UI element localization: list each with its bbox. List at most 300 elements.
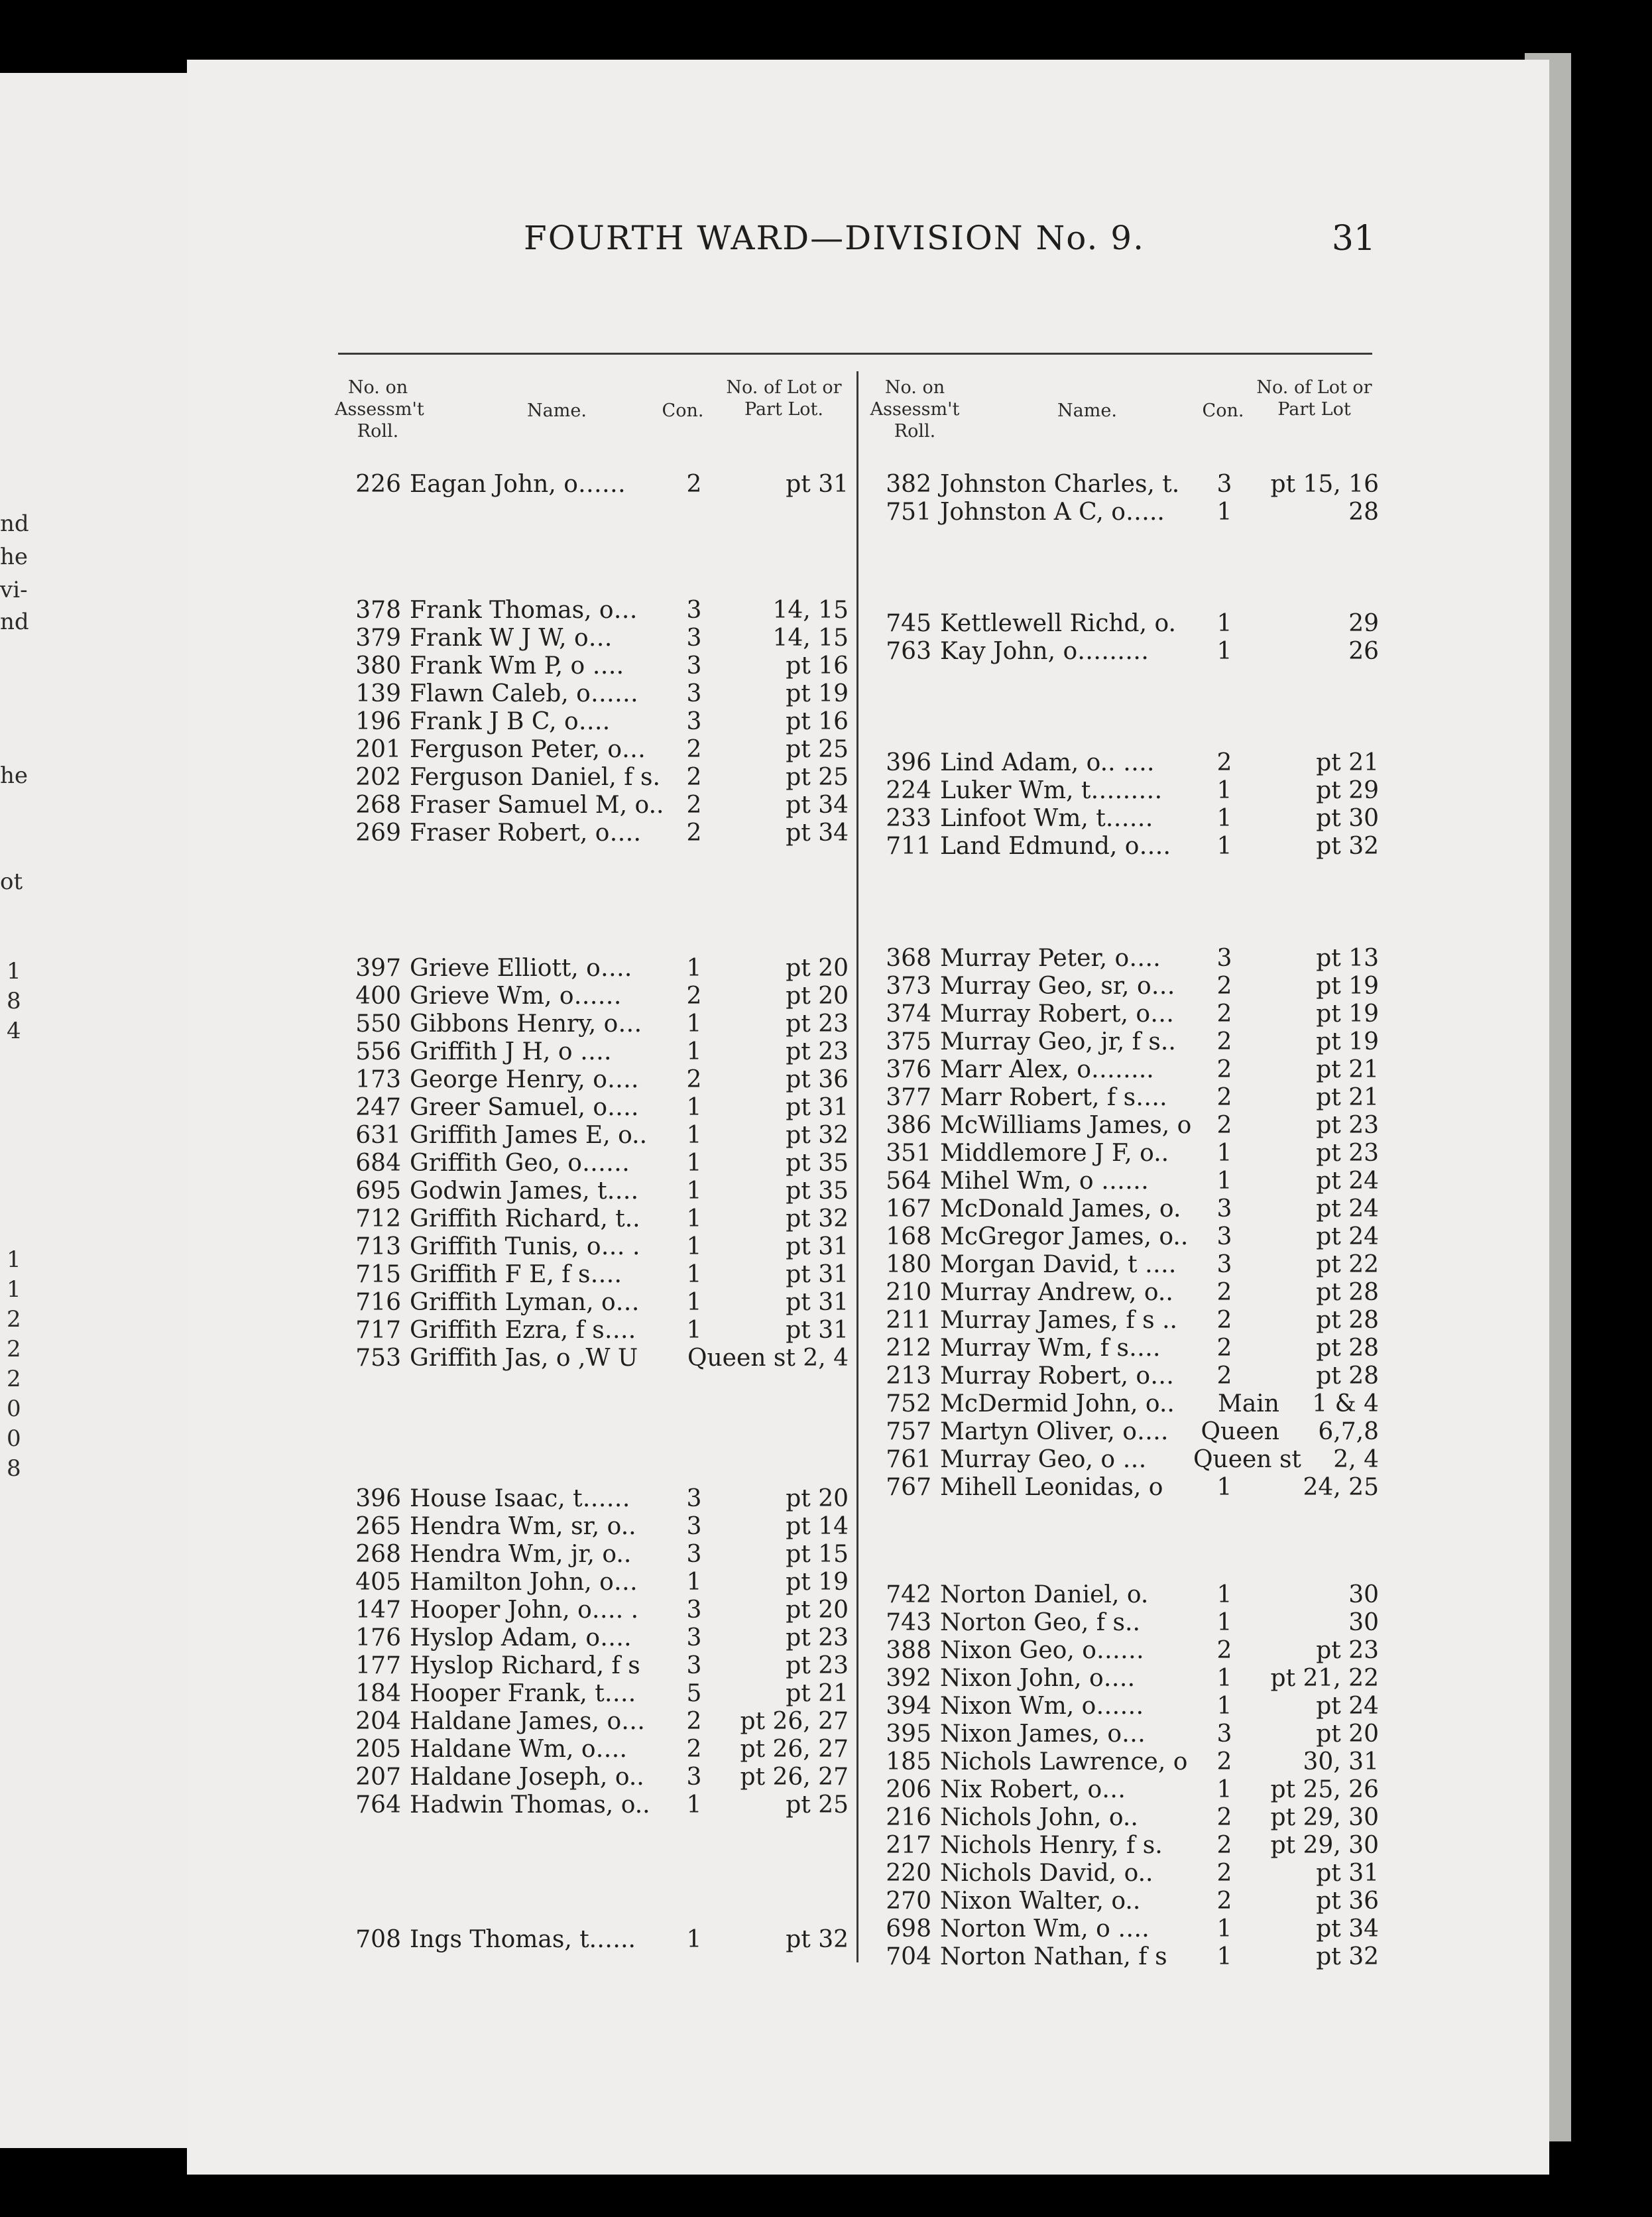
lot-number: pt 21 [1316, 1056, 1379, 1083]
facing-page-fragment: 1 [7, 1276, 21, 1303]
concession: 1 [686, 1261, 702, 1288]
table-row [331, 1791, 849, 1819]
lot-number: 14, 15 [772, 625, 849, 652]
lot-number: pt 31 [786, 1261, 849, 1288]
concession: 2 [1216, 1887, 1232, 1915]
facing-page-fragment: nd [0, 510, 29, 537]
header-roll: No. on Assessm't Roll. [335, 377, 424, 442]
roll-number: 184 [355, 1680, 401, 1707]
entry-name: Murray Peter, o…. [940, 945, 1161, 972]
entry-name: Frank Wm P, o …. [410, 652, 624, 680]
roll-number: 220 [886, 1860, 931, 1887]
concession: 3 [686, 1652, 702, 1679]
facing-page-fragment: 0 [7, 1396, 21, 1422]
entry-name: Morgan David, t …. [940, 1251, 1177, 1278]
lot-number: pt 34 [786, 819, 849, 847]
lot-number: pt 13 [1316, 945, 1379, 972]
concession: 1 [1216, 610, 1232, 637]
roll-number: 764 [355, 1791, 401, 1819]
entry-name: Griffith Geo, o…… [410, 1150, 630, 1177]
concession: 2 [1216, 1637, 1232, 1664]
header-con-right: Con. [1202, 400, 1244, 421]
facing-page-fragment: 2 [7, 1306, 21, 1333]
roll-number: 704 [886, 1943, 931, 1970]
concession: 2 [686, 736, 702, 763]
roll-number: 173 [355, 1066, 401, 1093]
table-row [862, 1665, 1379, 1693]
roll-number: 684 [355, 1150, 401, 1177]
concession: 1 [686, 1038, 702, 1065]
roll-number: 204 [355, 1708, 401, 1735]
table-row [862, 1140, 1379, 1168]
roll-number: 378 [355, 597, 401, 624]
entry-name: Kettlewell Richd, o. [940, 610, 1176, 637]
lot-number: 24, 25 [1303, 1474, 1379, 1501]
roll-number: 763 [886, 638, 931, 665]
lot-number: pt 19 [786, 680, 849, 707]
entry-name: McDermid John, o.. [940, 1390, 1175, 1417]
roll-number: 205 [355, 1736, 401, 1763]
entry-name: Nixon Wm, o…… [940, 1693, 1144, 1720]
table-row [862, 1279, 1379, 1307]
concession: 3 [1216, 1251, 1232, 1278]
roll-number: 196 [355, 708, 401, 735]
lot-number: pt 14 [786, 1513, 849, 1540]
entry-name: Frank W J W, o… [410, 625, 613, 652]
lot-number: pt 36 [1316, 1887, 1379, 1915]
lot-number: pt 15 [786, 1541, 849, 1568]
concession: 2 [1216, 1860, 1232, 1887]
lot-number: pt 31 [786, 1233, 849, 1260]
header-name: Name. [527, 400, 587, 421]
concession: 2 [1216, 1362, 1232, 1390]
roll-number: 201 [355, 736, 401, 763]
concession: 3 [686, 1596, 702, 1624]
page-title: FOURTH WARD—DIVISION No. 9. [524, 219, 1145, 257]
lot-number: pt 25, 26 [1270, 1776, 1379, 1803]
entry-name: Greer Samuel, o…. [410, 1094, 639, 1121]
entry-name: Nixon Walter, o.. [940, 1887, 1141, 1915]
roll-number: 715 [355, 1261, 401, 1288]
entry-name: McDonald James, o. [940, 1195, 1181, 1223]
concession: 2 [1216, 1279, 1232, 1306]
table-row [331, 792, 849, 819]
roll-number: 351 [886, 1140, 931, 1167]
table-row [331, 1513, 849, 1541]
lot-number: pt 23 [1316, 1637, 1379, 1664]
roll-number: 745 [886, 610, 931, 637]
roll-number: 206 [886, 1776, 931, 1803]
concession: 2 [1216, 1000, 1232, 1028]
table-row [862, 1915, 1379, 1943]
lot-number: pt 31 [786, 1094, 849, 1121]
table-row [862, 1581, 1379, 1609]
header-con: Con. [662, 400, 704, 421]
lot-number: pt 22 [1316, 1251, 1379, 1278]
entry-name: Murray Andrew, o.. [940, 1279, 1173, 1306]
table-row [331, 1624, 849, 1652]
entry-name: Murray Geo, o … [940, 1446, 1147, 1473]
table-row [331, 1541, 849, 1569]
concession: 1 [1216, 1140, 1232, 1167]
table-row [331, 1038, 849, 1066]
entry-name: Griffith Tunis, o… . [410, 1233, 640, 1260]
table-row [331, 1066, 849, 1094]
table-row [862, 471, 1379, 499]
table-row [862, 1720, 1379, 1748]
concession: 1 [686, 1791, 702, 1819]
page-number: 31 [1331, 219, 1376, 259]
concession: 2 [1216, 1307, 1232, 1334]
table-row [331, 1926, 849, 1954]
entry-name: House Isaac, t…… [410, 1485, 630, 1512]
table-row [331, 1177, 849, 1205]
table-row [331, 1122, 849, 1150]
lot-number: pt 23 [1316, 1112, 1379, 1139]
roll-number: 761 [886, 1446, 931, 1473]
entry-name: Hendra Wm, jr, o.. [410, 1541, 632, 1568]
concession: 3 [686, 1624, 702, 1651]
concession: 1 [1216, 777, 1232, 804]
lot-number: pt 24 [1316, 1693, 1379, 1720]
entry-name: Nichols Henry, f s. [940, 1832, 1163, 1859]
entry-name: Frank J B C, o…. [410, 708, 611, 735]
entry-name: Murray Geo, jr, f s.. [940, 1028, 1176, 1055]
lot-number: pt 21 [786, 1680, 849, 1707]
lot-number: pt 25 [786, 736, 849, 763]
table-row [862, 1804, 1379, 1832]
table-row [331, 1233, 849, 1261]
roll-number: 211 [886, 1307, 931, 1334]
table-row [862, 1609, 1379, 1637]
lot-number: pt 23 [1316, 1140, 1379, 1167]
lot-number: 29 [1348, 610, 1379, 637]
concession: 1 [686, 955, 702, 982]
table-row [331, 1708, 849, 1736]
concession: 1 [1216, 499, 1232, 526]
header-lot-right: No. of Lot or Part Lot [1256, 377, 1372, 420]
roll-number: 270 [886, 1887, 931, 1915]
entry-name: Johnston Charles, t. [940, 471, 1180, 498]
entry-name: Hendra Wm, sr, o.. [410, 1513, 636, 1540]
facing-page-fragment: 8 [7, 988, 21, 1014]
roll-number: 226 [355, 471, 401, 498]
table-row [862, 1251, 1379, 1279]
roll-number: 213 [886, 1362, 931, 1390]
table-row [862, 1887, 1379, 1915]
concession: 3 [686, 597, 702, 624]
concession: 2 [1216, 1335, 1232, 1362]
concession: 2 [686, 764, 702, 791]
table-row [862, 1637, 1379, 1665]
lot-number: pt 28 [1316, 1307, 1379, 1334]
roll-number: 556 [355, 1038, 401, 1065]
entry-name: Godwin James, t…. [410, 1177, 639, 1205]
concession: Queen [1201, 1418, 1279, 1445]
concession: 1 [1216, 1474, 1232, 1501]
entry-name: Griffith F E, f s…. [410, 1261, 622, 1288]
lot-number: pt 23 [786, 1624, 849, 1651]
entry-name: Frank Thomas, o… [410, 597, 638, 624]
table-row [331, 1289, 849, 1317]
concession: 1 [1216, 1665, 1232, 1692]
concession: 1 [1216, 1943, 1232, 1970]
lot-number: pt 23 [786, 1010, 849, 1038]
roll-number: 373 [886, 973, 931, 1000]
lot-number: pt 19 [786, 1569, 849, 1596]
entry-name: Grieve Wm, o…… [410, 983, 622, 1010]
concession: 3 [1216, 471, 1232, 498]
entry-name: Hyslop Adam, o…. [410, 1624, 632, 1651]
table-row [862, 1748, 1379, 1776]
roll-number: 375 [886, 1028, 931, 1055]
table-row [862, 1335, 1379, 1362]
table-row [862, 1390, 1379, 1418]
roll-number: 405 [355, 1569, 401, 1596]
entry-name: Land Edmund, o…. [940, 833, 1171, 860]
roll-number: 185 [886, 1748, 931, 1775]
concession: 1 [686, 1289, 702, 1316]
entry-name: Ferguson Peter, o… [410, 736, 646, 763]
roll-number: 216 [886, 1804, 931, 1831]
lot-number: pt 23 [786, 1038, 849, 1065]
concession: 2 [686, 819, 702, 847]
roll-number: 224 [886, 777, 931, 804]
roll-number: 757 [886, 1418, 931, 1445]
table-row [331, 625, 849, 652]
lot-number: pt 32 [1316, 833, 1379, 860]
lot-number: pt 28 [1316, 1335, 1379, 1362]
roll-number: 698 [886, 1915, 931, 1943]
roll-number: 767 [886, 1474, 931, 1501]
roll-number: 400 [355, 983, 401, 1010]
lot-number: pt 32 [786, 1122, 849, 1149]
table-row [862, 1195, 1379, 1223]
concession: 3 [686, 652, 702, 680]
lot-number: pt 19 [1316, 1028, 1379, 1055]
roll-number: 377 [886, 1084, 931, 1111]
concession: Main [1217, 1390, 1279, 1417]
concession: Queen st [1193, 1446, 1301, 1473]
concession: 2 [1216, 1804, 1232, 1831]
facing-page [0, 73, 187, 2148]
lot-number: pt 28 [1316, 1279, 1379, 1306]
lot-number: pt 29, 30 [1270, 1804, 1379, 1831]
entry-name: Griffith Jas, o ,W U [410, 1345, 638, 1372]
concession: 2 [1216, 1056, 1232, 1083]
lot-number: pt 31 [1316, 1860, 1379, 1887]
concession: 5 [686, 1680, 702, 1707]
lot-number: pt 25 [786, 1791, 849, 1819]
roll-number: 202 [355, 764, 401, 791]
roll-number: 711 [886, 833, 931, 860]
entry-name: Hooper Frank, t…. [410, 1680, 636, 1707]
entry-name: Haldane Wm, o…. [410, 1736, 627, 1763]
lot-number: pt 31 [786, 471, 849, 498]
header-lot: No. of Lot or Part Lot. [726, 377, 842, 420]
table-row [862, 1474, 1379, 1502]
entry-name: Marr Robert, f s…. [940, 1084, 1167, 1111]
concession: 2 [686, 1708, 702, 1735]
lot-number: pt 26, 27 [740, 1736, 849, 1763]
facing-page-fragment: he [0, 762, 29, 789]
table-row [331, 736, 849, 764]
lot-number: pt 24 [1316, 1195, 1379, 1223]
table-row [331, 1764, 849, 1791]
table-row [862, 1362, 1379, 1390]
table-row [331, 1680, 849, 1708]
concession: 2 [1216, 1084, 1232, 1111]
entry-name: Fraser Robert, o…. [410, 819, 641, 847]
concession: 1 [1216, 1609, 1232, 1636]
lot-number: pt 34 [1316, 1915, 1379, 1943]
table-row [331, 1010, 849, 1038]
entry-name: Hadwin Thomas, o.. [410, 1791, 650, 1819]
roll-number: 168 [886, 1223, 931, 1250]
lot-number: pt 19 [1316, 1000, 1379, 1028]
table-row [331, 1596, 849, 1624]
entry-name: Fraser Samuel M, o.. [410, 792, 664, 819]
entry-name: Ings Thomas, t.….. [410, 1926, 636, 1953]
concession: 3 [1216, 1223, 1232, 1250]
facing-page-fragment: ot [0, 869, 23, 895]
roll-number: 167 [886, 1195, 931, 1223]
entry-name: McWilliams James, o [940, 1112, 1192, 1139]
roll-number: 742 [886, 1581, 931, 1608]
concession: 2 [1216, 1028, 1232, 1055]
roll-number: 751 [886, 499, 931, 526]
entry-name: George Henry, o…. [410, 1066, 639, 1093]
column-divider [856, 371, 858, 1962]
table-row [331, 471, 849, 499]
facing-page-fragment: nd [0, 609, 29, 635]
table-row [862, 1056, 1379, 1084]
roll-number: 268 [355, 1541, 401, 1568]
roll-number: 388 [886, 1637, 931, 1664]
lot-number: 28 [1348, 499, 1379, 526]
table-row [331, 983, 849, 1010]
roll-number: 396 [886, 749, 931, 776]
roll-number: 180 [886, 1251, 931, 1278]
header-rule [338, 353, 1372, 355]
lot-number: pt 16 [786, 652, 849, 680]
roll-number: 207 [355, 1764, 401, 1791]
lot-number: pt 20 [786, 1596, 849, 1624]
lot-number: Queen st 2, 4 [687, 1345, 849, 1372]
lot-number: pt 24 [1316, 1168, 1379, 1195]
concession: 1 [1216, 1168, 1232, 1195]
concession: 2 [1216, 1832, 1232, 1859]
entry-name: Griffith Richard, t.. [410, 1205, 640, 1232]
entry-name: Flawn Caleb, o…… [410, 680, 638, 707]
lot-number: 2, 4 [1333, 1446, 1379, 1473]
roll-number: 631 [355, 1122, 401, 1149]
lot-number: pt 32 [1316, 1943, 1379, 1970]
concession: 2 [1216, 973, 1232, 1000]
lot-number: pt 25 [786, 764, 849, 791]
entry-name: Murray James, f s .. [940, 1307, 1177, 1334]
concession: 3 [1216, 945, 1232, 972]
table-row [331, 1569, 849, 1596]
roll-number: 212 [886, 1335, 931, 1362]
roll-number: 177 [355, 1652, 401, 1679]
roll-number: 752 [886, 1390, 931, 1417]
roll-number: 753 [355, 1345, 401, 1372]
lot-number: pt 35 [786, 1177, 849, 1205]
entry-name: Mihel Wm, o …… [940, 1168, 1149, 1195]
lot-number: pt 19 [1316, 973, 1379, 1000]
lot-number: pt 30 [1316, 805, 1379, 832]
concession: 1 [686, 1010, 702, 1038]
entry-name: Nichols Lawrence, o [940, 1748, 1188, 1775]
lot-number: pt 29 [1316, 777, 1379, 804]
lot-number: 30 [1348, 1609, 1379, 1636]
concession: 1 [1216, 1693, 1232, 1720]
entry-name: Nixon John, o…. [940, 1665, 1136, 1692]
lot-number: pt 31 [786, 1289, 849, 1316]
entry-name: Luker Wm, t……… [940, 777, 1163, 804]
concession: 3 [1216, 1195, 1232, 1223]
table-row [331, 1317, 849, 1345]
lot-number: pt 15, 16 [1270, 471, 1379, 498]
entry-name: Nix Robert, o… [940, 1776, 1126, 1803]
roll-number: 743 [886, 1609, 931, 1636]
entry-name: Norton Nathan, f s [940, 1943, 1167, 1970]
lot-number: pt 20 [786, 955, 849, 982]
entry-name: Haldane James, o… [410, 1708, 646, 1735]
roll-number: 713 [355, 1233, 401, 1260]
roll-number: 397 [355, 955, 401, 982]
table-row [331, 1205, 849, 1233]
concession: 1 [686, 1177, 702, 1205]
table-row [862, 1418, 1379, 1446]
table-row [862, 610, 1379, 638]
table-row [862, 805, 1379, 833]
table-row [331, 764, 849, 792]
table-row [862, 638, 1379, 666]
lot-number: 6,7,8 [1318, 1418, 1379, 1445]
roll-number: 269 [355, 819, 401, 847]
page-header [331, 219, 1376, 272]
lot-number: pt 21 [1316, 1084, 1379, 1111]
lot-number: 14, 15 [772, 597, 849, 624]
roll-number: 379 [355, 625, 401, 652]
roll-number: 564 [886, 1168, 931, 1195]
table-row [331, 1652, 849, 1680]
concession: 1 [686, 1317, 702, 1344]
lot-number: pt 36 [786, 1066, 849, 1093]
entry-name: Griffith Lyman, o… [410, 1289, 640, 1316]
table-row [862, 1112, 1379, 1140]
roll-number: 268 [355, 792, 401, 819]
table-row [331, 597, 849, 625]
concession: 2 [1216, 1748, 1232, 1775]
roll-number: 380 [355, 652, 401, 680]
roll-number: 394 [886, 1693, 931, 1720]
roll-number: 712 [355, 1205, 401, 1232]
entry-name: Linfoot Wm, t…… [940, 805, 1153, 832]
concession: 2 [686, 471, 702, 498]
entry-name: Murray Robert, o… [940, 1000, 1175, 1028]
lot-number: pt 20 [1316, 1720, 1379, 1748]
entry-name: Norton Daniel, o. [940, 1581, 1149, 1608]
concession: 2 [686, 1066, 702, 1093]
table-row [862, 1943, 1379, 1971]
table-row [331, 1485, 849, 1513]
table-row [862, 833, 1379, 861]
facing-page-fragment: 2 [7, 1366, 21, 1392]
table-row [331, 680, 849, 708]
